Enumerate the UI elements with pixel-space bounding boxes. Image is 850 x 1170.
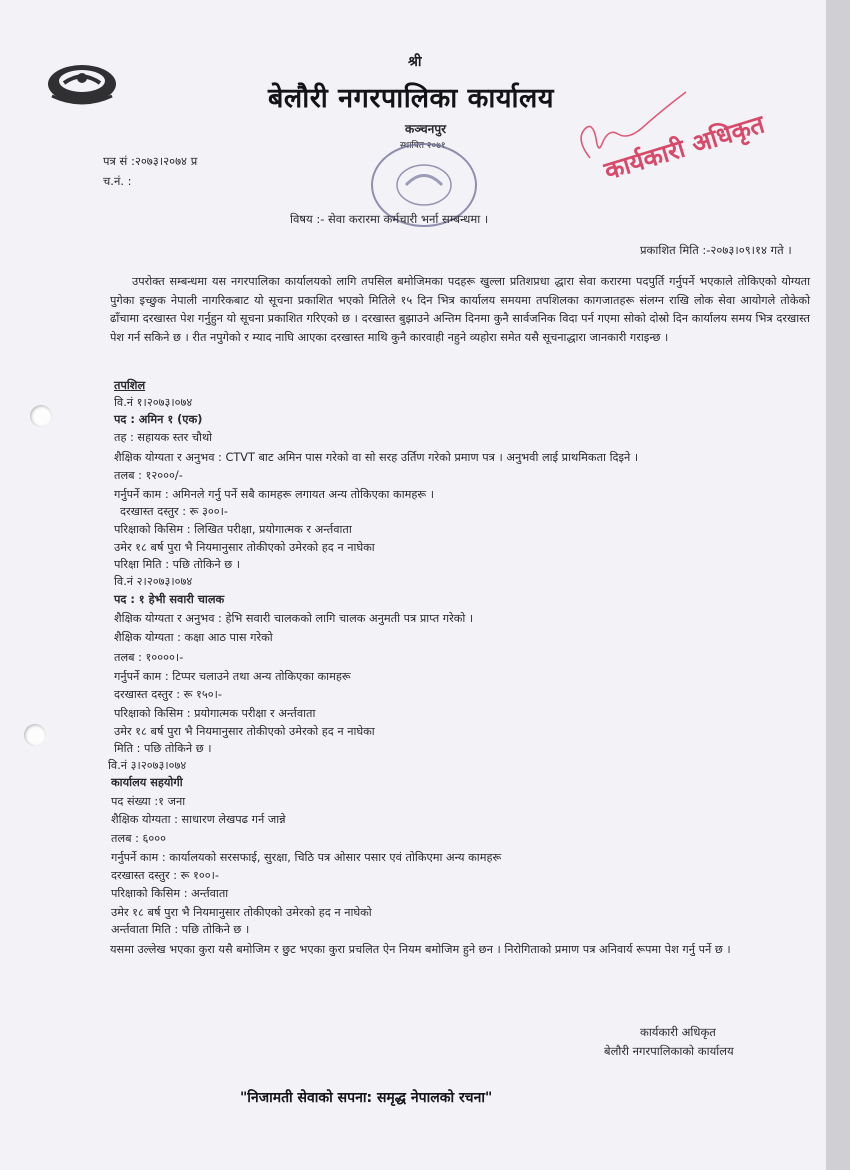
- exam-date: मिति : पछि तोकिने छ ।: [114, 742, 212, 755]
- signatory-title: कार्यकारी अधिकृत: [640, 1025, 716, 1039]
- position-title: पद : १ हेभी सवारी चालक: [114, 593, 225, 606]
- qualification: शैक्षिक योग्यता र अनुभव : CTVT बाट अमिन पास गरेको वा सो सरह उर्तिण गरेको प्रमाण पत्र । अनुभवी लाई प्राथमिकता दिइने ।: [114, 451, 639, 464]
- exam-type: परिक्षाको किसिम : लिखित परीक्षा, प्रयोगात्मक र अर्न्तवाता: [114, 523, 352, 536]
- punch-hole: [24, 724, 46, 746]
- page-edge: [826, 0, 850, 1170]
- executive-officer-stamp: कार्यकारी अधिकृत: [600, 109, 768, 186]
- punch-hole: [30, 405, 52, 427]
- established-year: स्थापित २०७१: [400, 141, 446, 151]
- duties: गर्नुपर्ने काम : अमिनले गर्नु पर्ने सबै कामहरू लगायत अन्य तोकिएका कामहरू ।: [114, 488, 435, 501]
- dispatch-number: च.नं. :: [103, 174, 132, 188]
- nepal-emblem-icon: [44, 56, 120, 106]
- adv-number: वि.नं ३।२०७३।०७४: [108, 759, 187, 772]
- qualification-education: शैक्षिक योग्यता : कक्षा आठ पास गरेको: [114, 631, 273, 644]
- notice-paragraph: उपरोक्त सम्बन्धमा यस नगरपालिका कार्यालयको लागि तपसिल बमोजिमका पदहरू खुल्ला प्रतिशप्रधा द्धारा सेवा करारमा पदपुर्ति गर्नुपर्ने भएकाले तोकिएको योग्यता पुगेका इच्छुक नेपाली नागरिकबाट यो सूचना प्रकाशित भएको मितिले १५ दिन भित्र कार्यालय समयमा तपशिलका कागजातहरू संलग्न राखि लोक सेवा आयोगले तोकेको ढाँचामा दरखास्त पेश गर्नुहुन यो सूचना प्रकाशित गरिएको छ । दरखास्त बुझाउने अन्तिम दिनमा कुनै सार्वजनिक विदा पर्न गएमा सोको दोस्रो दिन कार्यालय समय भित्र दरखास्त पेश गर्न सकिने छ । रीत नपुगेको र म्याद नाघि आएका दरखास्त माथि कुनै कारवाही नहुने व्यहोरा समेत यसै सूचनाद्धारा जानकारी गराइन्छ ।: [110, 275, 810, 344]
- exam-date: परिक्षा मिति : पछि तोकिने छ ।: [114, 558, 241, 571]
- exam-type: परिक्षाको किसिम : प्रयोगात्मक परीक्षा र अर्न्तवाता: [114, 707, 316, 720]
- qualification: शैक्षिक योग्यता : साधारण लेखपढ गर्न जान्ने: [111, 813, 286, 826]
- closing-note: यसमा उल्लेख भएका कुरा यसै बमोजिम र छुट भएका कुरा प्रचलित ऐन नियम बमोजिम हुने छन । निरोगिताको प्रमाण पत्र अनिवार्य रूपमा पेश गर्नु पर्ने छ ।: [110, 943, 731, 956]
- subject-line: विषय :- सेवा करारमा कर्मचारी भर्ना सम्बन्धमा ।: [290, 212, 489, 226]
- position-title: कार्यालय सहयोगी: [111, 776, 183, 789]
- application-fee: दरखास्त दस्तुर : रू १५०।-: [114, 688, 223, 701]
- position-title: पद : अमिन १ (एक): [114, 413, 203, 426]
- published-date: प्रकाशित मिति :-२०७३।०९।१४ गते ।: [640, 243, 792, 257]
- application-fee: दरखास्त दस्तुर : रू १००।-: [111, 869, 220, 882]
- application-fee: दरखास्त दस्तुर : रू ३००।-: [120, 505, 229, 518]
- office-title: बेलौरी नगरपालिका कार्यालय: [268, 83, 554, 114]
- qualification: शैक्षिक योग्यता र अनुभव : हेभि सवारी चालकको लागि चालक अनुमती पत्र प्राप्त गरेको ।: [114, 612, 474, 625]
- signatory-office: बेलौरी नगरपालिकाको कार्यालय: [604, 1044, 734, 1058]
- post-count: पद संख्या :१ जना: [111, 795, 186, 808]
- interview-date: अर्न्तवाता मिति : पछि तोकिने छ ।: [111, 923, 250, 936]
- age-limit: उमेर १८ बर्ष पुरा भै नियमानुसार तोकीएको उमेरको हद न नाघेका: [114, 541, 375, 554]
- duties: गर्नुपर्ने काम : टिप्पर चलाउने तथा अन्य तोकिएका कामहरू: [114, 670, 351, 683]
- duties: गर्नुपर्ने काम : कार्यालयको सरसफाई, सुरक्षा, चिठि पत्र ओसार पसार एवं तोकिएमा अन्य कामहरू: [111, 851, 502, 864]
- motto: "निजामती सेवाको सपना: समृद्ध नेपालको रचना": [240, 1090, 493, 1106]
- letter-number: पत्र सं :२०७३।२०७४ प्र: [103, 154, 198, 168]
- district: कञ्चनपुर: [405, 122, 447, 136]
- exam-type: परिक्षाको किसिम : अर्न्तवाता: [111, 887, 229, 900]
- salary: तलब : १२०००/-: [114, 469, 183, 482]
- age-limit: उमेर १८ बर्ष पुरा भै नियमानुसार तोकीएको उमेरको हद न नाघेका: [114, 725, 375, 738]
- adv-number: वि.नं १।२०७३।०७४: [114, 396, 193, 409]
- salary: तलब : ६०००: [111, 832, 167, 845]
- position-level: तह : सहायक स्तर चौथो: [114, 431, 213, 444]
- salary: तलब : १००००।-: [114, 651, 184, 664]
- adv-number: वि.नं २।२०७३।०७४: [114, 575, 193, 588]
- details-heading: तपशिल: [114, 379, 146, 392]
- age-limit: उमेर १८ बर्ष पुरा भै नियमानुसार तोकीएको उमेरको हद न नाघेको: [111, 906, 372, 919]
- invocation: श्री: [408, 54, 422, 70]
